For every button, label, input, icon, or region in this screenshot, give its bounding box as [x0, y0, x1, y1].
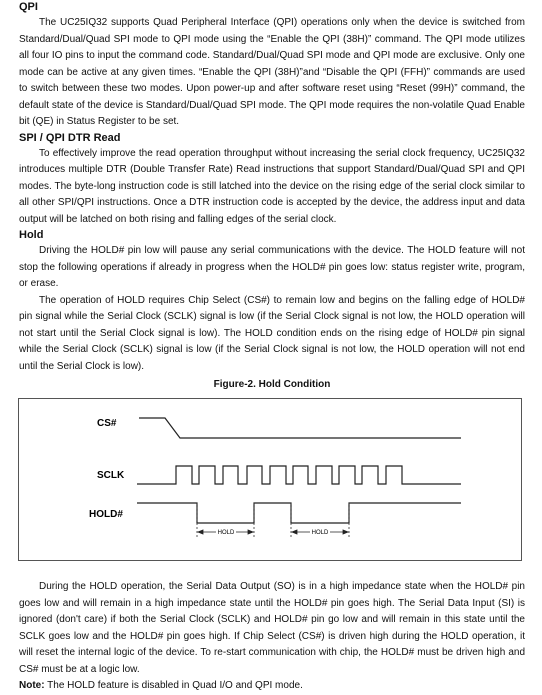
- note-text: The HOLD feature is disabled in Quad I/O and QPI mode.: [44, 680, 303, 691]
- document-page: [19, 0, 525, 695]
- hold-label-1: HOLD: [217, 530, 235, 536]
- hold-label-2: HOLD: [311, 530, 329, 536]
- signal-label-hold: HOLD#: [89, 509, 123, 520]
- note: [19, 678, 525, 695]
- sclk-waveform: [137, 466, 461, 484]
- hold-waveform: [137, 503, 461, 523]
- paragraph-hold-2: The operation of HOLD requires Chip Select (CS#) to remain low and begins on the falling edge of HOLD# pin signal while the Serial Clock (SCLK) signal is low (if the Serial Clock signal is not low, the HOLD operation will not start until the Serial Clock signal is low). The HOLD condition ends on the rising edge of HOLD# pin signal while the Serial Clock (SCLK) signal is low (if the Serial Clock signal is not low, the HOLD operation will not end until the Serial Clock is low).: [19, 294, 525, 372]
- signal-label-sclk: SCLK: [97, 470, 125, 481]
- hold-condition-diagram: [18, 398, 522, 561]
- heading-hold: Hold: [19, 229, 44, 241]
- heading-dtr: SPI / QPI DTR Read: [19, 131, 121, 144]
- timing-diagram-svg: [19, 399, 523, 562]
- note-label: Note:: [19, 680, 45, 691]
- paragraph-after: During the HOLD operation, the Serial Data Output (SO) is in a high impedance state when the HOLD# pin goes low and will remain in a high impedance state until the HOLD# pin goes high. The Serial Data Input (SI) is ignored (don't care) if both the Serial Clock (SCLK) and HOLD# pin go low and will remain in this state until the SCLK goes low and the HOLD# pin goes high. If Chip Select (CS#) is driven high during the HOLD operation, it will reset the internal logic of the device. To re-start communication with chip, the HOLD# must be driven high and CS# must be at a logic low.: [19, 581, 525, 675]
- heading-qpi: QPI: [19, 1, 38, 13]
- figure-title: Figure-2. Hold Condition: [213, 379, 331, 390]
- paragraph-qpi: The UC25IQ32 supports Quad Peripheral Interface (QPI) operations only when the device is switched from Standard/Dual/Quad SPI mode to QPI mode using the “Enable the QPI (38H)” command. The QPI mode utilizes all four IO pins to input the command code. Standard/Dual/Quad SPI mode and QPI mode are exclusive. Only one mode can be active at any given times. “Enable the QPI (38H)”and “Disable the QPI (FFH)” commands are used to switch between these two modes. Upon power-up and after software reset using “Reset (99H)” command, the default state of the device is Standard/Dual/Quad SPI mode. The QPI mode requires the non-volatile Quad Enable bit (QE) in Status Register to be set.: [19, 17, 525, 127]
- paragraph-hold-1: Driving the HOLD# pin low will pause any serial communications with the device. The HOLD feature will not stop the following operations if already in progress when the HOLD# pin goes low: status register write, program, or erase.: [19, 245, 525, 289]
- paragraph-dtr: To effectively improve the read operation throughput without increasing the serial clock frequency, UC25IQ32 introduces multiple DTR (Double Transfer Rate) Read instructions that support Standard/Dual/Quad SPI and QPI modes. The byte-long instruction code is still latched into the device on the rising edge of the serial clock similar to all other SPI/QPI instructions. Once a DTR instruction code is accepted by the device, the address input and data output will be latched on both rising and falling edges of the serial clock.: [19, 147, 525, 225]
- signal-label-cs: CS#: [97, 418, 117, 429]
- cs-waveform: [139, 418, 461, 438]
